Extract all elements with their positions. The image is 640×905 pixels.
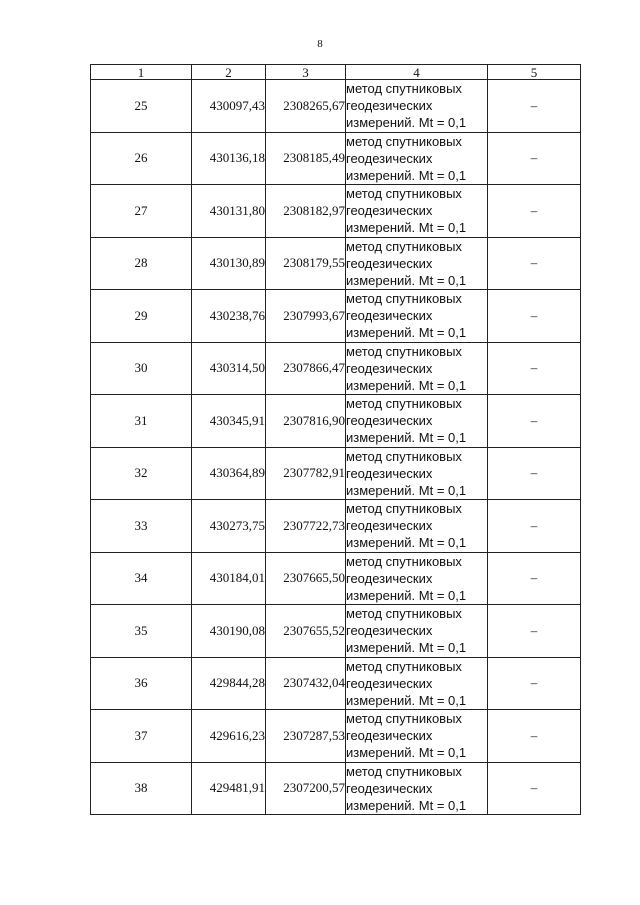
method-line: метод спутниковых [346, 238, 462, 254]
table-row [91, 395, 581, 448]
method-line: измерений. Mt = 0,1 [346, 640, 467, 656]
coordinate-y-cell: 2308265,67 [266, 80, 346, 133]
table-row [91, 80, 581, 133]
point-number-cell: 27 [91, 185, 192, 238]
method-line: измерений. Mt = 0,1 [346, 167, 467, 183]
table-body [91, 80, 581, 815]
note-cell: – [488, 342, 581, 395]
column-header-3: 3 [266, 65, 346, 80]
method-line: измерений. Mt = 0,1 [346, 430, 467, 446]
method-line: геодезических [346, 675, 433, 691]
table-row [91, 762, 581, 815]
method-cell [346, 500, 488, 553]
note-cell: – [488, 237, 581, 290]
coordinate-x-cell: 429844,28 [192, 657, 266, 710]
note-cell: – [488, 605, 581, 658]
method-line: измерений. Mt = 0,1 [346, 115, 467, 131]
table-row [91, 237, 581, 290]
method-line: измерений. Mt = 0,1 [346, 692, 467, 708]
point-number-cell: 33 [91, 500, 192, 553]
point-number-cell: 30 [91, 342, 192, 395]
method-cell [346, 552, 488, 605]
note-cell: – [488, 762, 581, 815]
note-cell: – [488, 80, 581, 133]
method-line: измерений. Mt = 0,1 [346, 587, 467, 603]
method-line: измерений. Mt = 0,1 [346, 272, 467, 288]
method-line: измерений. Mt = 0,1 [346, 482, 467, 498]
method-line: метод спутниковых [346, 81, 462, 97]
point-number-cell: 36 [91, 657, 192, 710]
coordinate-x-cell: 430238,76 [192, 290, 266, 343]
coordinate-y-cell: 2308182,97 [266, 185, 346, 238]
coordinate-x-cell: 430273,75 [192, 500, 266, 553]
method-cell [346, 132, 488, 185]
coordinate-y-cell: 2307993,67 [266, 290, 346, 343]
coordinate-x-cell: 429616,23 [192, 710, 266, 763]
method-cell [346, 80, 488, 133]
method-line: геодезических [346, 98, 433, 114]
coordinate-x-cell: 430314,50 [192, 342, 266, 395]
method-cell [346, 395, 488, 448]
method-line: измерений. Mt = 0,1 [346, 535, 467, 551]
method-line: метод спутниковых [346, 448, 462, 464]
coordinate-x-cell: 430130,89 [192, 237, 266, 290]
note-cell: – [488, 132, 581, 185]
method-line: геодезических [346, 623, 433, 639]
coordinate-y-cell: 2307287,53 [266, 710, 346, 763]
coordinate-y-cell: 2307200,57 [266, 762, 346, 815]
method-line: метод спутниковых [346, 186, 462, 202]
coordinate-y-cell: 2307655,52 [266, 605, 346, 658]
column-header-4: 4 [346, 65, 488, 80]
method-line: метод спутниковых [346, 396, 462, 412]
method-line: метод спутниковых [346, 711, 462, 727]
coordinate-y-cell: 2308185,49 [266, 132, 346, 185]
method-line: геодезических [346, 360, 433, 376]
coordinate-x-cell: 430190,08 [192, 605, 266, 658]
method-cell [346, 447, 488, 500]
coordinate-x-cell: 430136,18 [192, 132, 266, 185]
coordinate-y-cell: 2307432,04 [266, 657, 346, 710]
method-line: геодезических [346, 518, 433, 534]
coordinates-table [90, 64, 581, 815]
page-number: 8 [317, 38, 323, 50]
method-line: геодезических [346, 150, 433, 166]
table-row [91, 500, 581, 553]
coordinate-x-cell: 430184,01 [192, 552, 266, 605]
point-number-cell: 31 [91, 395, 192, 448]
method-cell [346, 605, 488, 658]
coordinate-y-cell: 2307722,73 [266, 500, 346, 553]
column-header-5: 5 [488, 65, 581, 80]
method-line: измерений. Mt = 0,1 [346, 377, 467, 393]
method-line: геодезических [346, 203, 433, 219]
coordinate-x-cell: 429481,91 [192, 762, 266, 815]
note-cell: – [488, 657, 581, 710]
note-cell: – [488, 290, 581, 343]
method-line: метод спутниковых [346, 343, 462, 359]
method-cell [346, 342, 488, 395]
method-cell [346, 290, 488, 343]
header-row [91, 65, 581, 80]
point-number-cell: 32 [91, 447, 192, 500]
method-cell [346, 657, 488, 710]
coordinate-y-cell: 2308179,55 [266, 237, 346, 290]
coordinate-y-cell: 2307866,47 [266, 342, 346, 395]
point-number-cell: 35 [91, 605, 192, 658]
method-line: измерений. Mt = 0,1 [346, 797, 467, 813]
method-line: геодезических [346, 780, 433, 796]
table-row [91, 552, 581, 605]
column-header-2: 2 [192, 65, 266, 80]
method-line: метод спутниковых [346, 291, 462, 307]
table-row [91, 657, 581, 710]
point-number-cell: 34 [91, 552, 192, 605]
table-row [91, 185, 581, 238]
column-header-1: 1 [91, 65, 192, 80]
method-line: геодезических [346, 413, 433, 429]
method-line: геодезических [346, 570, 433, 586]
method-line: метод спутниковых [346, 658, 462, 674]
method-line: геодезических [346, 728, 433, 744]
table-row [91, 710, 581, 763]
point-number-cell: 25 [91, 80, 192, 133]
method-cell [346, 762, 488, 815]
note-cell: – [488, 395, 581, 448]
method-cell [346, 710, 488, 763]
method-line: метод спутниковых [346, 501, 462, 517]
note-cell: – [488, 552, 581, 605]
coordinate-x-cell: 430097,43 [192, 80, 266, 133]
point-number-cell: 29 [91, 290, 192, 343]
coordinate-y-cell: 2307816,90 [266, 395, 346, 448]
point-number-cell: 26 [91, 132, 192, 185]
coordinate-x-cell: 430345,91 [192, 395, 266, 448]
table-row [91, 342, 581, 395]
method-line: измерений. Mt = 0,1 [346, 220, 467, 236]
method-cell [346, 185, 488, 238]
table-row [91, 447, 581, 500]
table-header [91, 65, 581, 80]
method-line: геодезических [346, 255, 433, 271]
table-row [91, 290, 581, 343]
note-cell: – [488, 500, 581, 553]
method-line: метод спутниковых [346, 606, 462, 622]
point-number-cell: 28 [91, 237, 192, 290]
method-cell [346, 237, 488, 290]
method-line: измерений. Mt = 0,1 [346, 325, 467, 341]
method-line: метод спутниковых [346, 553, 462, 569]
method-line: измерений. Mt = 0,1 [346, 745, 467, 761]
table-row [91, 132, 581, 185]
point-number-cell: 37 [91, 710, 192, 763]
note-cell: – [488, 185, 581, 238]
method-line: метод спутниковых [346, 133, 462, 149]
coordinate-y-cell: 2307782,91 [266, 447, 346, 500]
point-number-cell: 38 [91, 762, 192, 815]
coordinate-y-cell: 2307665,50 [266, 552, 346, 605]
method-line: геодезических [346, 465, 433, 481]
method-line: метод спутниковых [346, 763, 462, 779]
coordinate-x-cell: 430131,80 [192, 185, 266, 238]
note-cell: – [488, 710, 581, 763]
method-line: геодезических [346, 308, 433, 324]
table-row [91, 605, 581, 658]
coordinate-x-cell: 430364,89 [192, 447, 266, 500]
note-cell: – [488, 447, 581, 500]
